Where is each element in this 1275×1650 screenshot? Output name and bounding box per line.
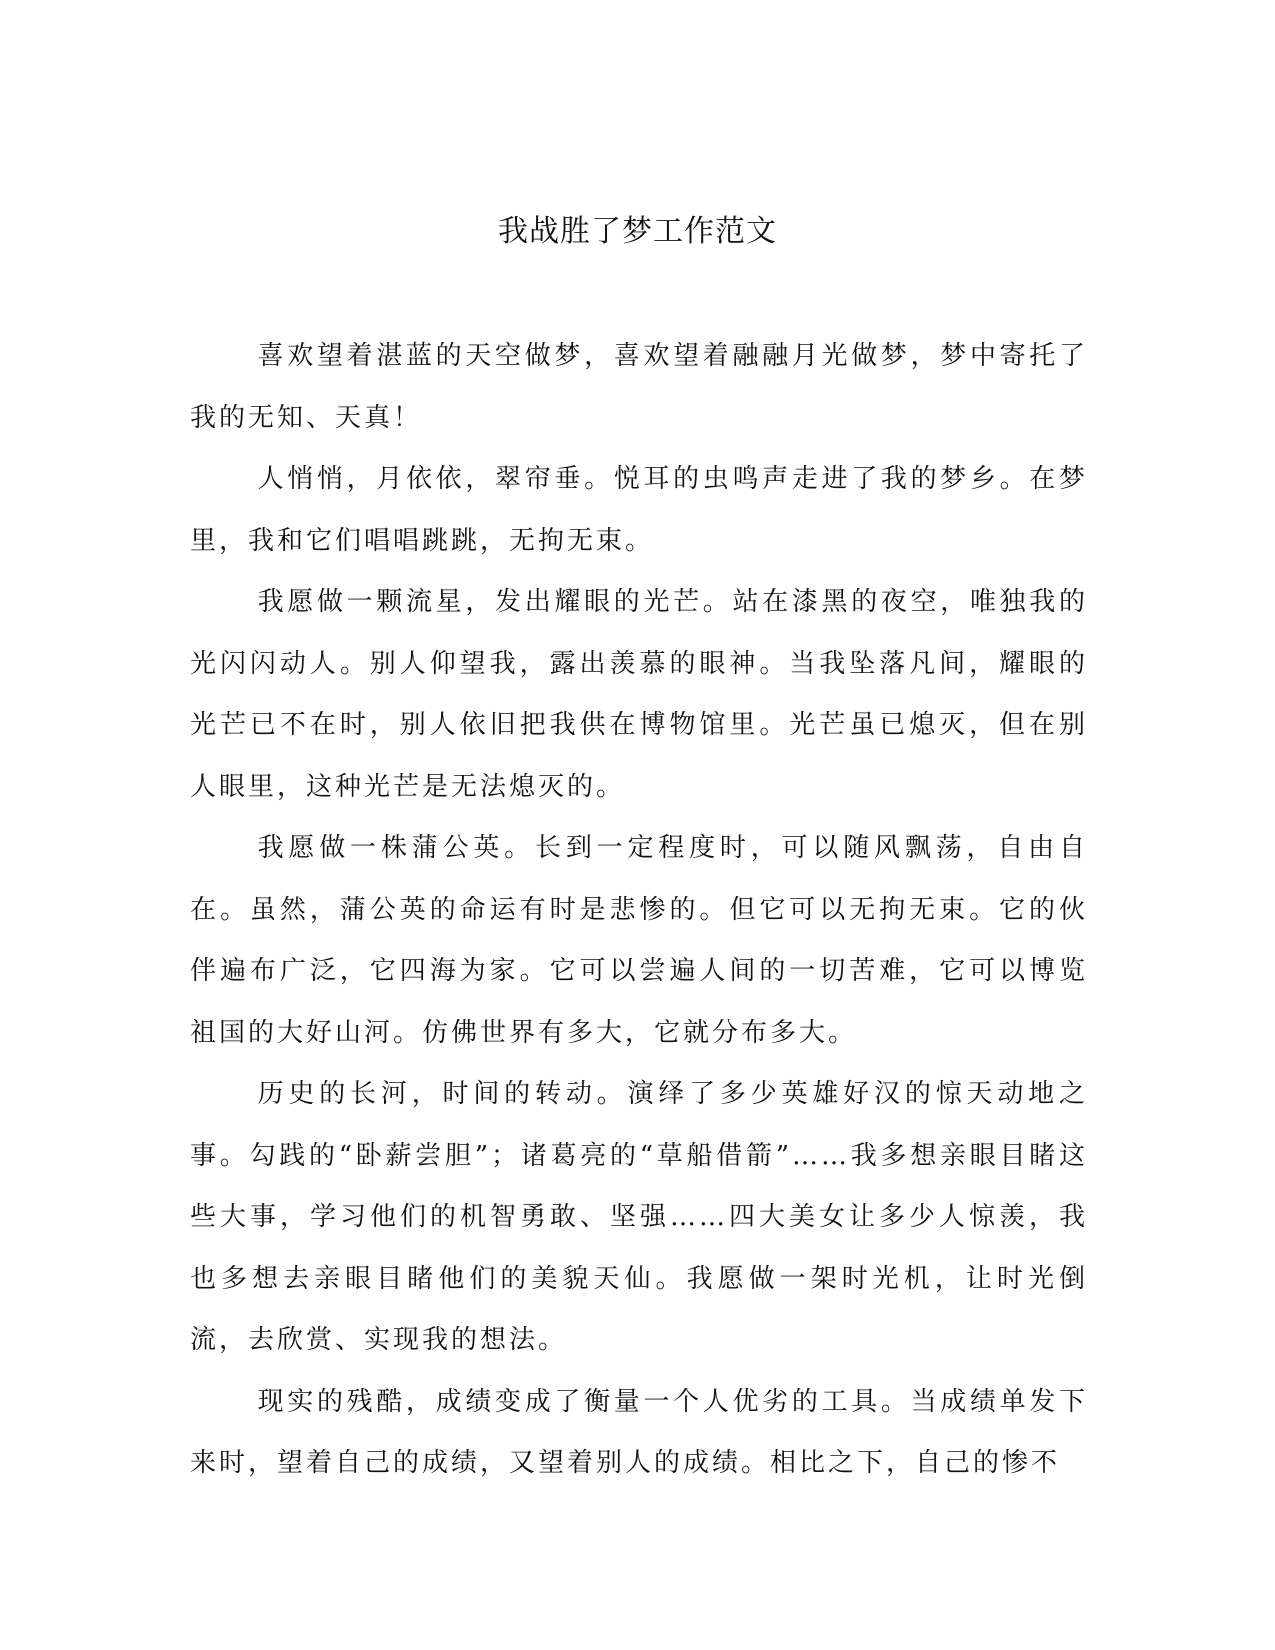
paragraph: 历史的长河，时间的转动。演绎了多少英雄好汉的惊天动地之事。勾践的“卧薪尝胆”；诸葛亮的“草船借箭”……我多想亲眼目睹这些大事，学习他们的机智勇敢、坚强……四大美女让多少人惊羡，我也多想去亲眼目睹他们的美貌天仙。我愿做一架时光机，让时光倒流，去欣赏、实现我的想法。 bbox=[190, 1079, 1088, 1355]
document-title: 我战胜了梦工作范文 bbox=[498, 214, 777, 249]
paragraph: 现实的残酷，成绩变成了衡量一个人优劣的工具。当成绩单发下来时，望着自己的成绩，又望着别人的成绩。相比之下，自己的惨不 bbox=[190, 1386, 1088, 1478]
paragraph: 喜欢望着湛蓝的天空做梦，喜欢望着融融月光做梦，梦中寄托了我的无知、天真！ bbox=[190, 341, 1088, 433]
paragraph: 人悄悄，月依依，翠帘垂。悦耳的虫鸣声走进了我的梦乡。在梦里，我和它们唱唱跳跳，无拘无束。 bbox=[190, 464, 1088, 556]
document-body bbox=[190, 326, 1088, 1495]
paragraph: 我愿做一颗流星，发出耀眼的光芒。站在漆黑的夜空，唯独我的光闪闪动人。别人仰望我，露出羡慕的眼神。当我坠落凡间，耀眼的光芒已不在时，别人依旧把我供在博物馆里。光芒虽已熄灭，但在别人眼里，这种光芒是无法熄灭的。 bbox=[190, 587, 1088, 802]
paragraph: 我愿做一株蒲公英。长到一定程度时，可以随风飘荡，自由自在。虽然，蒲公英的命运有时是悲惨的。但它可以无拘无束。它的伙伴遍布广泛，它四海为家。它可以尝遍人间的一切苦难，它可以博览祖国的大好山河。仿佛世界有多大，它就分布多大。 bbox=[190, 833, 1088, 1048]
